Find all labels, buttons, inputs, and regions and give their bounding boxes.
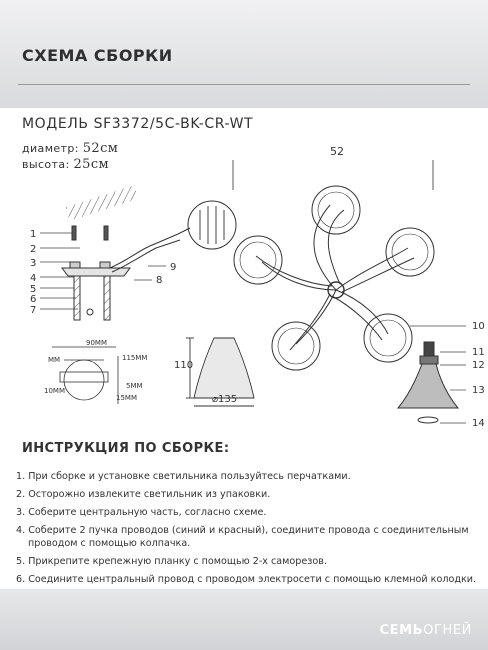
brand-light: ОГНЕЙ [423, 623, 472, 638]
diameter-value: 52см [82, 141, 119, 156]
plate-dim-15mm: 15MM [116, 394, 137, 402]
callout-14: 14 [472, 418, 485, 429]
model-name: МОДЕЛЬ SF3372/5C-BK-CR-WT [22, 116, 254, 132]
callouts-right [472, 321, 485, 429]
brand-bold: СЕМЬ [379, 623, 424, 638]
step-1: 1. При сборке и установке светильника пользуйтесь перчатками. [16, 471, 351, 482]
plate-dim-90mm: 90MM [86, 339, 107, 347]
callout-6: 6 [30, 294, 37, 305]
callout-2: 2 [30, 244, 37, 255]
step-4 [16, 524, 486, 550]
step-5: 5. Прикрепите крепежную планку с помощью 2-х саморезов. [16, 556, 327, 567]
callout-11: 11 [472, 347, 485, 358]
callout-7: 7 [30, 305, 37, 316]
header-divider [18, 84, 470, 85]
callout-5: 5 [30, 284, 37, 295]
shade-diameter-label: ⌀135 [212, 394, 238, 405]
step-4-line-1: 4. Соберите 2 пучка проводов (синий и красный), соедините провода с соединительным [16, 525, 469, 536]
plate-dimension-drawing [52, 347, 118, 404]
plate-dim-10mm: 10MM [44, 387, 65, 395]
instructions-list [16, 470, 486, 591]
step-2: 2. Осторожно извлеките светильник из упаковки. [16, 489, 271, 500]
callout-8: 8 [156, 275, 163, 286]
chandelier-top-view [234, 186, 434, 370]
step-4-line-2: проводом с помощью колпачка. [28, 538, 191, 549]
step-3: 3. Соберите центральную часть, согласно схеме. [16, 507, 267, 518]
callout-4: 4 [30, 273, 37, 284]
instructions-title: ИНСТРУКЦИЯ ПО СБОРКЕ: [22, 441, 230, 456]
brand-logo [379, 623, 472, 638]
diameter-label: диаметр: [22, 142, 79, 155]
callout-10: 10 [472, 321, 485, 332]
callouts-left [30, 229, 36, 316]
footer-band [0, 589, 488, 650]
overall-width-label: 52 [330, 145, 344, 158]
callout-9: 9 [170, 262, 177, 273]
plate-dim-115mm: 115MM [122, 354, 148, 362]
diameter-spec [22, 141, 118, 156]
mounting-assembly [62, 226, 130, 320]
assembly-diagram [0, 160, 488, 440]
plate-dim-mm: MM [48, 356, 61, 364]
step-6: 6. Соедините центральный провод с проводом электросети с помощью клемной колодки. [16, 574, 477, 585]
plate-dim-5mm: 5MM [126, 382, 143, 390]
header-band [0, 0, 488, 108]
width-dimension-line [233, 160, 433, 190]
height-value: 25см [73, 157, 110, 172]
ceiling-hatch [66, 185, 139, 221]
callout-12: 12 [472, 360, 485, 371]
height-label: высота: [22, 158, 70, 171]
page-title: СХЕМА СБОРКИ [22, 46, 173, 65]
callout-3: 3 [30, 258, 37, 269]
shade-height-label: 110 [174, 360, 194, 371]
callout-1: 1 [30, 229, 37, 240]
callout-13: 13 [472, 385, 485, 396]
shade-side-view [398, 342, 458, 423]
